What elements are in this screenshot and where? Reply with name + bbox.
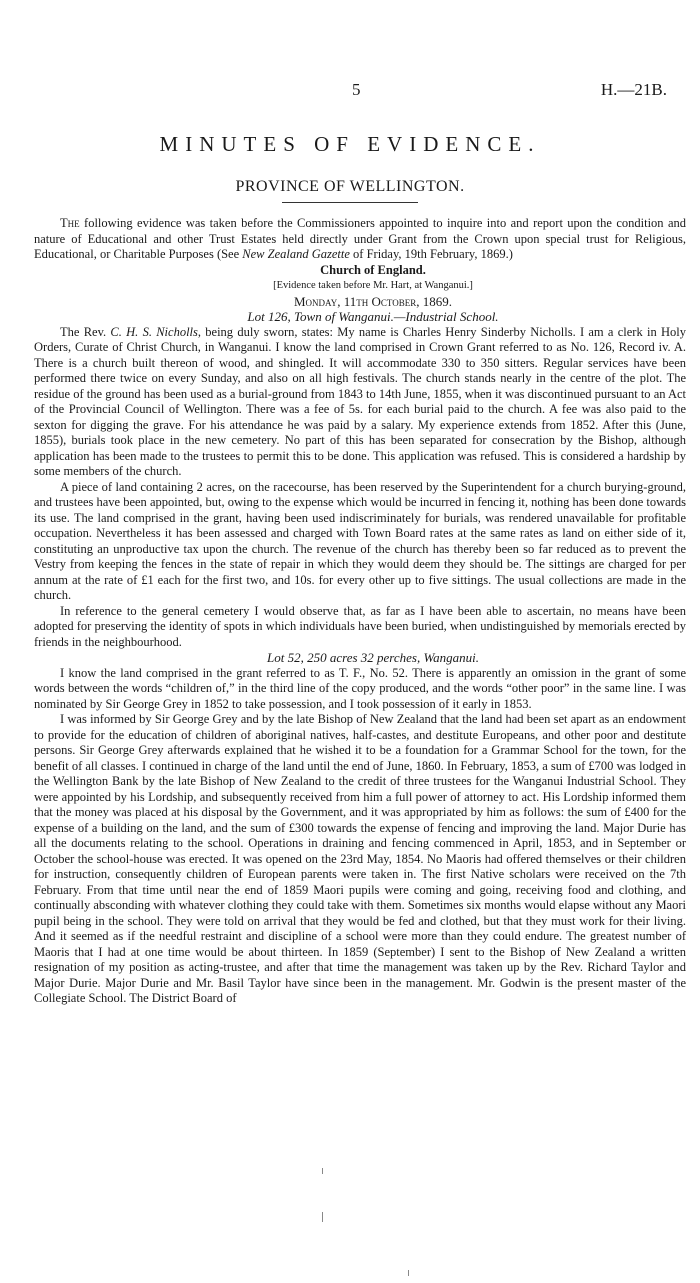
church-heading: Church of England. [320, 262, 426, 277]
lot-52-paragraph-1: I know the land comprised in the grant referred to as T. F., No. 52. There is apparently an omission in the grant of some words between the words “children of,” in the third line of the copy produced, and the words “other poor” in the same line. I was nominated by Sir George Grey in 1852 to take possession, and I took possession of it early in 1853. [34, 665, 686, 711]
lot-126-heading: Lot 126, Town of Wanganui.—Industrial School. [247, 309, 499, 324]
lot-126-paragraph-1 [34, 325, 686, 480]
intro-first-word: The [60, 216, 80, 230]
witness-prefix: The Rev. [60, 324, 111, 339]
lot-126-paragraph-3: In reference to the general cemetery I would observe that, as far as I have been able to ascertain, no means have been adopted for preserving the identity of spots in which individuals have been buried, when undistinguished by memorials erected by friends in the neighbourhood. [34, 603, 686, 649]
witness-name: C. H. S. Nicholls [110, 324, 198, 339]
gazette-title: New Zealand Gazette [242, 247, 350, 261]
lot-52-heading: Lot 52, 250 acres 32 perches, Wanganui. [267, 650, 479, 665]
intro-text-end: of Friday, 19th February, 1869.) [349, 247, 513, 261]
intro-paragraph [34, 216, 686, 263]
lot-126-paragraph-2: A piece of land containing 2 acres, on the racecourse, has been reserved by the Superintendent for a church burying-ground, and trustees have been appointed, but, owing to the expense which would be incurred in fencing it, nothing has been done towards its use. The land comprised in the grant, having been used indiscriminately for burials, was rendered unavailable for profitable occupation. Nevertheless it has been assessed and charged with Town Board rates at the same rates as land on either side of it, constituting an unproductive tax upon the church. The revenue of the church has thereby been so far reduced as to prevent the Vestry from keeping the fences in the state of repair in which they would deem they should be. The sittings are charged for per annum at the rate of £1 each for the first two, and 10s. for every other up to five sittings. The usual collections are made in the church. [34, 479, 686, 602]
scan-mark [408, 1270, 409, 1276]
lot-52-paragraph-2: I was informed by Sir George Grey and by the late Bishop of New Zealand that the land had been set apart as an endowment to provide for the education of children of aboriginal natives, half-castes, and destitute Europeans, and other poor and destitute persons. Sir George Grey afterwards explained that he wished it to be a foundation for a Grammar School for the town, for the benefit of all classes. I continued in charge of the land until the end of June, 1860. In February, 1853, a sum of £700 was lodged in the Wellington Bank by the late Bishop of New Zealand to the credit of three trustees for the Wanganui Industrial School. They were appointed by his Lordship, and subsequently received from him a full power of attorney to act. His Lordship informed them that the money was placed at his disposal by the Government, and it was appropriated by him as follows: the sum of £400 for the expense of a building on the land, and the sum of £300 towards the expense of fencing and improving the land. Major Durie has all the documents relating to the school. Operations in draining and fencing commenced in April, 1853, and in September or October the school-house was erected. It was opened on the 23rd May, 1854. No Maoris had offered themselves or their children for instruction, consequently children of European parents were taken in. The first Native scholars were received on the 7th February. From that time until near the end of 1859 Maori pupils were coming and going, receiving food and clothing, and continually absconding with whatever clothing they could take with them. Sometimes six months would elapse without any Maori pupil being in the school. They were told on arrival that they would be fed and clothed, but that they must work for their living. And it seemed as if the needful restraint and discipline of a school were more than they could endure. The greatest number of Maoris that I had at one time would be about thirteen. In 1859 (September) I sent to the Bishop of New Zealand a written resignation of my position as acting-trustee, and after that time the management was taken up by the Rev. Richard Taylor and Major Durie. Major Durie and Mr. Basil Taylor have since been in the management. Mr. Godwin is the present master of the Collegiate School. The District Board of [34, 712, 686, 1005]
scan-mark [322, 1212, 323, 1222]
title-divider [282, 202, 418, 203]
scan-mark [322, 1168, 323, 1174]
intro-text: following evidence was taken before the Commissioners appointed to inquire into and report upon the condition and nature of Educational and other Trust Estates held directly under Grant from the Crown upon special trust for Religious, Educational, or Charitable Purposes (See [34, 216, 686, 261]
evidence-date: Monday, 11th October, 1869. [294, 293, 452, 309]
lot-126-testimony: , being duly sworn, states: My name is Charles Henry Sinderby Nicholls. I am a clerk in Holy Orders, Curate of Christ Church, in Wanganui. I know the land comprised in Crown Grant referred to as No. 126, Record iv. A. There is a church built thereon of wood, and shingled. It will accommodate 330 to 350 sitters. Regular services have been performed there twice on every Sunday, and also on all high festivals. The church stands nearly in the centre of the plot. The residue of the ground has been used as a burial-ground from 1843 to 14th June, 1855, when it was discontinued pursuant to an Act of the Provincial Council of Wellington. There was a fee of 5s. for each burial paid to the church. A fee was also paid to the sexton for digging the grave. For his attendance he was paid by a salary. My experience extends from 1852. After this (June, 1855), burials took place in the new cemetery. No part of this has been separated for consecration by the Bishop, although application has been made to the trustees to permit this to be done. This application was refused. This is considered a hardship by some members of the church. [34, 324, 686, 478]
evidence-note: [Evidence taken before Mr. Hart, at Wanganui.] [273, 280, 473, 291]
document-reference: H.—21B. [600, 80, 667, 99]
page-number: 5 [352, 80, 361, 99]
page-title: MINUTES OF EVIDENCE. [159, 132, 541, 156]
document-body [34, 216, 686, 1007]
province-heading: PROVINCE OF WELLINGTON. [235, 178, 465, 195]
